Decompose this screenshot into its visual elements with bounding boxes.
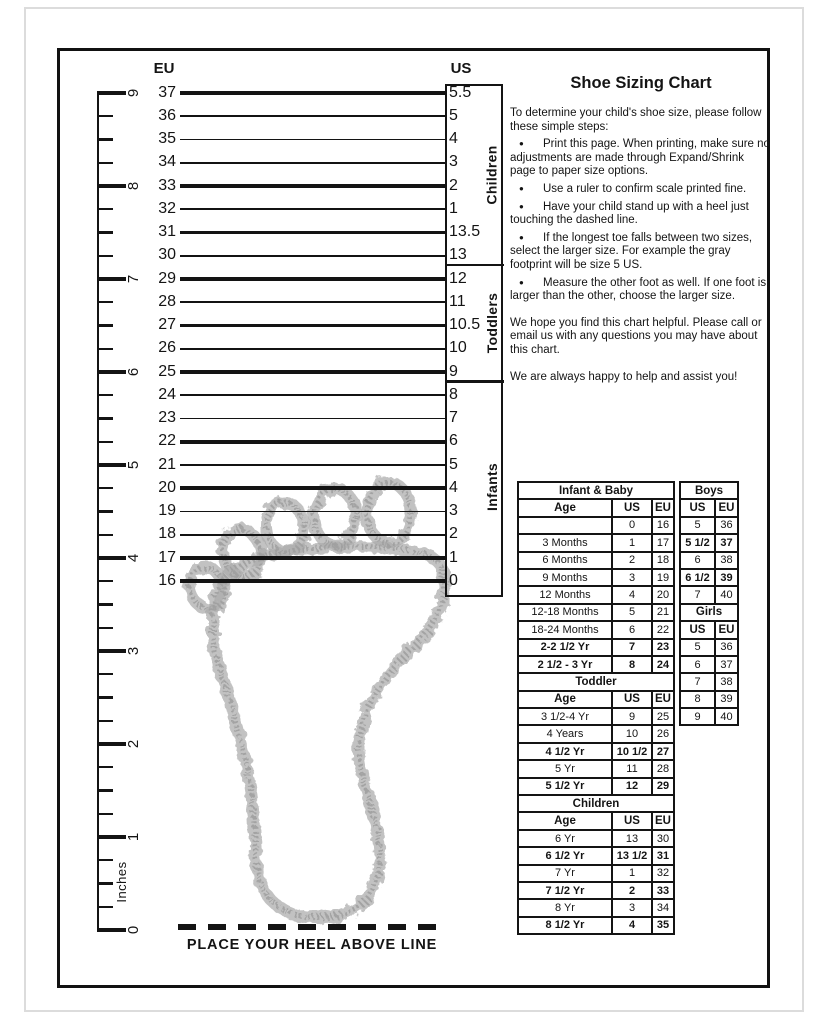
table-cell: 7 (680, 586, 715, 603)
bullet-icon: ● (519, 201, 524, 211)
ruler-tick (98, 720, 113, 722)
table-cell: 6 1/2 Yr (518, 847, 612, 864)
table-cell: 5 1/2 Yr (518, 778, 612, 795)
ruler-tick (98, 766, 113, 768)
size-line (180, 440, 445, 444)
table-cell: 1 (612, 865, 652, 882)
eu-size-label: 19 (158, 502, 176, 519)
us-size-label: 4 (449, 478, 458, 496)
size-line (180, 324, 445, 328)
table-row (680, 673, 738, 690)
table-cell: 38 (715, 673, 738, 690)
ruler-tick (98, 115, 113, 117)
ruler-tick (98, 162, 113, 164)
table-section-row (680, 482, 738, 499)
table-cell: 5 (680, 517, 715, 534)
size-line (180, 418, 445, 420)
table-column-header: US (680, 621, 715, 638)
table-cell: 34 (652, 899, 674, 916)
table-cell: 6 Months (518, 552, 612, 569)
ruler-inch-tick (98, 835, 126, 839)
table-cell: 9 Months (518, 569, 612, 586)
us-size-label: 7 (449, 409, 458, 426)
instruction-bullet (510, 137, 772, 179)
eu-size-label: 22 (158, 432, 176, 450)
table-header-row (680, 621, 738, 638)
table-row (518, 899, 674, 916)
table-row (680, 586, 738, 603)
table-cell: 10 1/2 (612, 743, 652, 760)
table-cell: 12 (612, 778, 652, 795)
table-cell: 6 (680, 656, 715, 673)
us-size-label: 3 (449, 153, 458, 171)
table-row (518, 534, 674, 551)
table-cell: 6 (612, 621, 652, 638)
table-row (518, 743, 674, 760)
ruler-inch-label: 8 (124, 181, 142, 191)
eu-column-header: EU (153, 60, 175, 77)
table-row (518, 656, 674, 673)
size-line (180, 486, 445, 490)
table-cell: 9 (612, 708, 652, 725)
size-line (180, 208, 445, 210)
us-size-label: 2 (449, 176, 458, 194)
eu-size-label: 36 (158, 106, 176, 124)
ruler-inch-tick (98, 91, 126, 95)
size-group-label-infants: Infants (484, 463, 500, 512)
table-row (518, 882, 674, 899)
us-size-label: 5 (449, 455, 458, 473)
ruler-inch-label: 4 (124, 553, 142, 563)
table-section-title: Infant & Baby (518, 482, 674, 499)
ruler-tick (98, 324, 113, 328)
table-cell: 3 Months (518, 534, 612, 551)
table-row (518, 569, 674, 586)
table-cell: 4 1/2 Yr (518, 743, 612, 760)
bullet-icon: ● (519, 232, 524, 242)
table-cell: 18-24 Months (518, 621, 612, 638)
us-size-label: 8 (449, 385, 458, 403)
eu-size-label: 25 (158, 362, 176, 380)
size-line (180, 556, 445, 560)
table-section-title: Boys (680, 482, 738, 499)
table-row (680, 517, 738, 534)
table-section-row (518, 673, 674, 690)
ruler-inch-label: 1 (124, 832, 142, 842)
ruler-tick (98, 627, 113, 629)
ruler-tick (98, 859, 113, 861)
table-column-header: Age (518, 691, 612, 708)
us-size-label: 9 (449, 362, 458, 380)
eu-size-label: 32 (158, 199, 176, 217)
table-cell: 37 (715, 656, 738, 673)
size-line (180, 579, 445, 583)
eu-size-label: 37 (158, 83, 176, 101)
table-cell: 8 (680, 691, 715, 708)
eu-size-label: 34 (158, 153, 176, 171)
table-cell: 39 (715, 569, 738, 586)
table-cell: 40 (715, 708, 738, 725)
ruler-tick (98, 255, 113, 257)
closing-text-1: We hope you find this chart helpful. Please call or email us with any questions you may have about this chart. (510, 316, 762, 356)
table-cell: 30 (652, 830, 674, 847)
table-cell: 25 (652, 708, 674, 725)
ruler-tick (98, 534, 113, 536)
ruler-inch-label: 6 (124, 367, 142, 377)
size-line (180, 534, 445, 536)
table-cell: 12 Months (518, 586, 612, 603)
ruler-inch-label: 3 (124, 646, 142, 656)
table-cell: 7 (612, 639, 652, 656)
table-cell: 33 (652, 882, 674, 899)
table-cell: 38 (715, 552, 738, 569)
table-cell: 13 1/2 (612, 847, 652, 864)
instruction-bullet (510, 182, 772, 197)
table-column-header: US (612, 691, 652, 708)
ruler-tick (98, 208, 113, 210)
eu-size-label: 23 (158, 409, 176, 426)
table-column-header: Age (518, 499, 612, 516)
table-cell: 22 (652, 621, 674, 638)
size-line (180, 348, 445, 350)
table-cell: 32 (652, 865, 674, 882)
table-cell: 6 1/2 (680, 569, 715, 586)
table-row (518, 917, 674, 934)
eu-size-label: 18 (158, 525, 176, 543)
table-cell: 35 (652, 917, 674, 934)
ruler-inch-label: 5 (124, 460, 142, 470)
size-line (180, 301, 445, 303)
size-line (180, 511, 445, 513)
table-column-header: US (612, 812, 652, 829)
table-cell: 26 (652, 725, 674, 742)
us-size-label: 10.5 (449, 316, 481, 333)
table-header-row (518, 691, 674, 708)
table-cell: 4 Years (518, 725, 612, 742)
table-cell: 0 (612, 517, 652, 534)
size-line (180, 394, 445, 396)
eu-size-label: 17 (158, 548, 176, 566)
ruler-inch-tick (98, 184, 126, 188)
table-row (518, 586, 674, 603)
table-cell: 37 (715, 534, 738, 551)
ruler-tick (98, 231, 113, 235)
table-cell: 40 (715, 586, 738, 603)
heel-instruction-text: PLACE YOUR HEEL ABOVE LINE (186, 937, 438, 953)
table-cell: 13 (612, 830, 652, 847)
ruler-inch-label: 2 (124, 739, 142, 749)
table-cell: 16 (652, 517, 674, 534)
us-size-label: 11 (449, 292, 466, 310)
table-column-header: US (680, 499, 715, 516)
us-size-label: 2 (449, 525, 458, 543)
ruler-tick (98, 301, 113, 303)
table-cell: 4 (612, 586, 652, 603)
instruction-bullet (510, 200, 772, 228)
ruler-inch-label: 0 (124, 925, 142, 935)
size-line (180, 464, 445, 466)
table-row (680, 552, 738, 569)
ruler-unit-label: Inches (114, 861, 129, 903)
table-column-header: EU (652, 691, 674, 708)
table-row (680, 639, 738, 656)
table-cell: 2 1/2 - 3 Yr (518, 656, 612, 673)
ruler-tick (98, 138, 113, 142)
table-section-row (680, 604, 738, 621)
bullet-icon: ● (519, 277, 524, 287)
instruction-bullet (510, 231, 772, 273)
ruler-tick (98, 441, 113, 443)
table-row (518, 517, 674, 534)
table-row (518, 639, 674, 656)
sizing-table-right (679, 481, 739, 726)
table-cell: 39 (715, 691, 738, 708)
ruler-tick (98, 603, 113, 607)
page-title: Shoe Sizing Chart (570, 74, 712, 92)
eu-size-label: 27 (158, 316, 176, 333)
us-size-label: 5 (449, 106, 458, 124)
eu-size-label: 30 (158, 246, 176, 264)
table-cell: 5 Yr (518, 760, 612, 777)
ruler-inch-label: 7 (124, 274, 142, 284)
table-cell: 23 (652, 639, 674, 656)
eu-size-label: 24 (158, 385, 176, 403)
bullet-text: If the longest toe falls between two sizes, select the larger size. For example the gray footprint will be size 5 US. (510, 231, 753, 271)
table-row (680, 534, 738, 551)
table-cell: 4 (612, 917, 652, 934)
instructions-panel (510, 74, 772, 387)
ruler-tick (98, 487, 113, 489)
intro-text: To determine your child's shoe size, please follow these simple steps: (510, 107, 762, 133)
table-cell: 19 (652, 569, 674, 586)
table-cell: 7 1/2 Yr (518, 882, 612, 899)
size-line (180, 162, 445, 164)
table-row (680, 708, 738, 725)
table-row (518, 830, 674, 847)
us-size-label: 4 (449, 130, 458, 147)
ruler-tick (98, 417, 113, 421)
table-cell: 20 (652, 586, 674, 603)
eu-size-label: 33 (158, 176, 176, 194)
us-size-label: 1 (449, 199, 458, 217)
table-column-header: EU (652, 499, 674, 516)
table-column-header: EU (715, 499, 738, 516)
size-line (180, 139, 445, 141)
eu-size-label: 21 (158, 455, 176, 473)
table-cell: 5 1/2 (680, 534, 715, 551)
ruler-tick (98, 394, 113, 396)
size-group-label-children: Children (484, 145, 500, 205)
table-cell: 10 (612, 725, 652, 742)
table-cell: 8 (612, 656, 652, 673)
ruler-inch-tick (98, 649, 126, 653)
sizing-table-left (517, 481, 675, 935)
table-cell: 1 (612, 534, 652, 551)
table-row (518, 552, 674, 569)
table-cell: 7 Yr (518, 865, 612, 882)
bullet-text: Print this page. When printing, make sure no adjustments are made through Expand/Shrink page to paper size options. (510, 138, 770, 178)
table-cell: 3 1/2-4 Yr (518, 708, 612, 725)
heel-dashed-line (178, 924, 445, 930)
eu-size-label: 16 (158, 571, 176, 589)
ruler-inch-label: 9 (124, 88, 142, 98)
us-size-label: 3 (449, 502, 458, 519)
us-size-label: 6 (449, 432, 458, 450)
table-cell: 2 (612, 552, 652, 569)
ruler-tick (98, 673, 113, 675)
size-group-label-toddlers: Toddlers (484, 293, 500, 354)
ruler-tick (98, 348, 113, 350)
table-cell: 36 (715, 517, 738, 534)
ruler-inch-tick (98, 928, 126, 932)
table-cell: 9 (680, 708, 715, 725)
size-line (180, 115, 445, 117)
table-cell (518, 517, 612, 534)
ruler-tick (98, 789, 113, 793)
table-column-header: Age (518, 812, 612, 829)
us-size-label: 10 (449, 339, 467, 357)
table-cell: 36 (715, 639, 738, 656)
ruler-tick (98, 580, 113, 582)
table-row (518, 621, 674, 638)
table-cell: 21 (652, 604, 674, 621)
table-cell: 5 (680, 639, 715, 656)
table-row (518, 708, 674, 725)
closing-text-2: We are always happy to help and assist you! (510, 370, 738, 383)
ruler-inch-tick (98, 742, 126, 746)
table-header-row (518, 812, 674, 829)
table-column-header: US (612, 499, 652, 516)
table-row (518, 760, 674, 777)
bullet-text: Have your child stand up with a heel just touching the dashed line. (510, 200, 749, 227)
ruler-tick (98, 906, 113, 908)
size-line (180, 277, 445, 281)
table-section-row (518, 482, 674, 499)
us-size-label: 12 (449, 269, 467, 287)
table-header-row (518, 499, 674, 516)
eu-size-label: 28 (158, 292, 176, 310)
table-section-title: Toddler (518, 673, 674, 690)
us-column-header: US (450, 60, 472, 77)
us-size-label: 5.5 (449, 83, 472, 101)
us-size-label: 1 (449, 548, 458, 566)
table-cell: 12-18 Months (518, 604, 612, 621)
eu-size-label: 31 (158, 223, 176, 240)
table-cell: 28 (652, 760, 674, 777)
table-cell: 8 Yr (518, 899, 612, 916)
bullet-icon: ● (519, 139, 524, 149)
table-cell: 29 (652, 778, 674, 795)
table-cell: 6 (680, 552, 715, 569)
eu-size-label: 20 (158, 478, 176, 496)
table-cell: 8 1/2 Yr (518, 917, 612, 934)
bullet-icon: ● (519, 183, 524, 193)
ruler-tick (98, 510, 113, 514)
ruler-inch-tick (98, 463, 126, 467)
table-section-row (518, 795, 674, 812)
table-cell: 17 (652, 534, 674, 551)
us-size-label: 0 (449, 571, 458, 589)
table-row (518, 725, 674, 742)
table-header-row (680, 499, 738, 516)
ruler-tick (98, 882, 113, 886)
size-line (180, 370, 445, 374)
table-row (518, 847, 674, 864)
table-cell: 7 (680, 673, 715, 690)
instruction-bullet (510, 276, 772, 304)
table-cell: 6 Yr (518, 830, 612, 847)
table-cell: 5 (612, 604, 652, 621)
table-column-header: EU (715, 621, 738, 638)
table-row (680, 569, 738, 586)
table-section-title: Girls (680, 604, 738, 621)
table-cell: 3 (612, 569, 652, 586)
ruler-inch-tick (98, 277, 126, 281)
ruler-inch-tick (98, 556, 126, 560)
size-line (180, 184, 445, 188)
table-cell: 2 (612, 882, 652, 899)
eu-size-label: 26 (158, 339, 176, 357)
bullet-text: Measure the other foot as well. If one foot is larger than the other, choose the larger size. (510, 276, 767, 303)
size-line (180, 255, 445, 257)
table-cell: 2-2 1/2 Yr (518, 639, 612, 656)
table-cell: 31 (652, 847, 674, 864)
table-cell: 3 (612, 899, 652, 916)
eu-size-label: 29 (158, 269, 176, 287)
ruler-inch-tick (98, 370, 126, 374)
table-cell: 18 (652, 552, 674, 569)
table-cell: 11 (612, 760, 652, 777)
eu-size-label: 35 (158, 130, 176, 147)
size-line (180, 231, 445, 235)
table-column-header: EU (652, 812, 674, 829)
us-size-label: 13.5 (449, 223, 481, 240)
us-size-label: 13 (449, 246, 467, 264)
table-cell: 27 (652, 743, 674, 760)
size-line (180, 91, 445, 95)
ruler-tick (98, 696, 113, 700)
bullet-text: Use a ruler to confirm scale printed fine. (543, 182, 747, 195)
table-row (518, 778, 674, 795)
table-section-title: Children (518, 795, 674, 812)
table-row (518, 604, 674, 621)
table-row (680, 691, 738, 708)
table-cell: 24 (652, 656, 674, 673)
table-row (518, 865, 674, 882)
ruler-tick (98, 813, 113, 815)
table-row (680, 656, 738, 673)
